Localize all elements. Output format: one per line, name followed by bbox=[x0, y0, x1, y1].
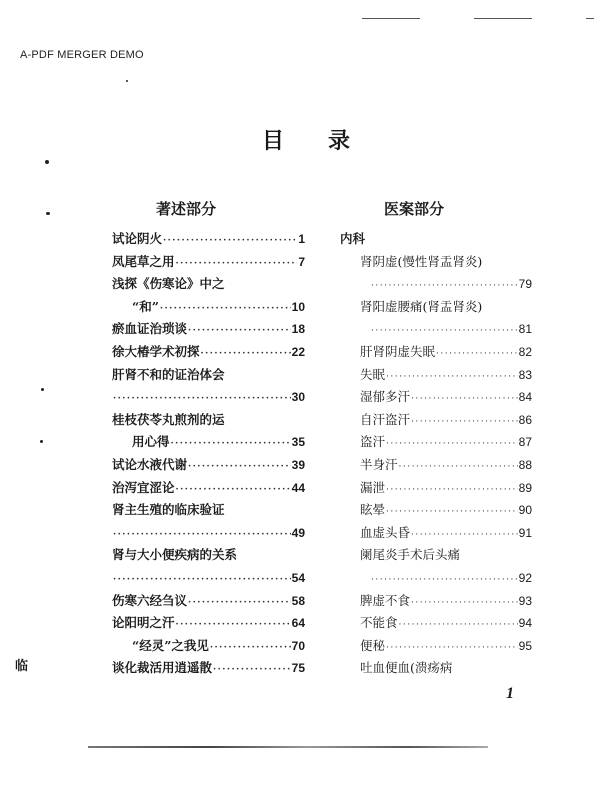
toc-entry bbox=[340, 477, 532, 500]
toc-entry bbox=[340, 544, 532, 567]
toc-leader-dots bbox=[113, 524, 291, 547]
toc-entry-page: 44 bbox=[291, 480, 305, 495]
toc-entry bbox=[112, 364, 305, 387]
toc-leader-dots bbox=[411, 388, 518, 411]
toc-entry bbox=[112, 522, 305, 545]
toc-entry-title: 湿郁多汗 bbox=[360, 389, 411, 405]
toc-entry-title: 肝肾不和的证治体会 bbox=[112, 366, 225, 382]
toc-leader-dots bbox=[371, 569, 518, 592]
top-rule-3 bbox=[586, 18, 594, 19]
toc-entry-title: 不能食 bbox=[360, 615, 398, 631]
toc-leader-dots bbox=[188, 320, 291, 343]
toc-entry-title: 谈化裁活用逍遥散 bbox=[112, 660, 213, 676]
toc-entry bbox=[340, 273, 532, 296]
toc-entry bbox=[340, 522, 532, 545]
toc-leader-dots bbox=[399, 614, 518, 637]
toc-entry bbox=[112, 544, 305, 567]
toc-entry-title: 试论阴火 bbox=[112, 231, 163, 246]
toc-entry-page: 64 bbox=[291, 616, 305, 631]
toc-entry bbox=[112, 318, 305, 341]
toc-entry-page: 7 bbox=[298, 254, 305, 269]
toc-entry bbox=[112, 590, 305, 613]
toc-entry-title: 凤尾草之用 bbox=[112, 253, 175, 269]
toc-entry-page: 92 bbox=[518, 570, 532, 585]
toc-entry bbox=[112, 499, 305, 522]
toc-entry-title: 用心得 bbox=[132, 434, 170, 450]
scan-speck bbox=[126, 80, 128, 82]
toc-leader-dots bbox=[411, 524, 518, 547]
toc-entry-title: 伤寒六经刍议 bbox=[112, 592, 188, 608]
toc-entry-title: 瘀血证治琐谈 bbox=[112, 321, 188, 337]
toc-entry bbox=[112, 251, 305, 274]
toc-leader-dots bbox=[188, 592, 291, 615]
toc-entry-title: “和” bbox=[132, 298, 159, 314]
toc-leader-dots bbox=[176, 614, 291, 637]
toc-entry bbox=[340, 499, 532, 522]
toc-entry-title: 徐大椿学术初探 bbox=[112, 343, 200, 359]
toc-entry-title: 治泻宜涩论 bbox=[112, 479, 175, 495]
toc-leader-dots bbox=[160, 298, 291, 321]
toc-entry bbox=[340, 341, 532, 364]
left-toc-list bbox=[112, 228, 305, 680]
toc-entry bbox=[340, 590, 532, 613]
toc-entry-title: 肾主生殖的临床验证 bbox=[112, 502, 225, 518]
right-column-heading: 医案部分 bbox=[384, 200, 445, 218]
toc-entry bbox=[340, 409, 532, 432]
toc-entry-page: 22 bbox=[291, 344, 305, 359]
toc-entry-title: 便秘 bbox=[360, 637, 386, 653]
toc-entry bbox=[340, 657, 532, 680]
toc-entry-page: 90 bbox=[518, 503, 532, 518]
toc-leader-dots bbox=[386, 366, 518, 389]
toc-entry-page: 89 bbox=[518, 480, 532, 495]
toc-entry-title: 肾阳虚腰痛(肾盂肾炎) bbox=[360, 298, 483, 314]
toc-entry-title: 浅探《伤寒论》中之 bbox=[112, 276, 225, 292]
toc-entry-page: 86 bbox=[518, 412, 532, 427]
toc-entry-page: 39 bbox=[291, 457, 305, 472]
toc-entry-title: 半身汗 bbox=[360, 456, 398, 472]
toc-leader-dots bbox=[113, 569, 291, 592]
toc-entry bbox=[112, 657, 305, 680]
toc-leader-dots bbox=[176, 253, 298, 276]
toc-entry-page: 84 bbox=[518, 390, 532, 405]
toc-entry-page: 82 bbox=[518, 344, 532, 359]
toc-entry-page: 18 bbox=[291, 322, 305, 337]
toc-leader-dots bbox=[171, 433, 291, 456]
toc-entry-page: 88 bbox=[518, 457, 532, 472]
toc-leader-dots bbox=[386, 479, 518, 502]
toc-entry bbox=[112, 409, 305, 432]
toc-entry bbox=[112, 296, 305, 319]
toc-entry bbox=[112, 454, 305, 477]
toc-entry-title: 盗汗 bbox=[360, 434, 386, 450]
toc-entry-page: 93 bbox=[518, 593, 532, 608]
toc-entry bbox=[112, 386, 305, 409]
toc-entry bbox=[340, 296, 532, 319]
toc-entry bbox=[340, 386, 532, 409]
toc-entry-page: 87 bbox=[518, 435, 532, 450]
toc-entry-page: 54 bbox=[291, 570, 305, 585]
toc-leader-dots bbox=[399, 456, 518, 479]
toc-entry-title: 桂枝茯苓丸煎剂的运 bbox=[112, 411, 225, 427]
toc-leader-dots bbox=[201, 343, 291, 366]
toc-entry bbox=[112, 567, 305, 590]
scan-speck bbox=[40, 440, 43, 443]
top-rule-1 bbox=[362, 18, 420, 19]
toc-leader-dots bbox=[386, 433, 518, 456]
toc-leader-dots bbox=[411, 592, 518, 615]
toc-entry-title: 试论水液代谢 bbox=[112, 456, 188, 472]
toc-entry-page: 81 bbox=[518, 322, 532, 337]
toc-entry-title: 吐血便血(溃疡病 bbox=[360, 660, 453, 676]
toc-entry bbox=[340, 364, 532, 387]
toc-entry-page: 91 bbox=[518, 525, 532, 540]
toc-entry-title: 脾虚不食 bbox=[360, 592, 411, 608]
toc-leader-dots bbox=[210, 637, 291, 660]
toc-leader-dots bbox=[386, 501, 518, 524]
margin-mark: 临 bbox=[15, 659, 29, 674]
toc-entry bbox=[340, 567, 532, 590]
toc-entry bbox=[340, 612, 532, 635]
toc-entry bbox=[112, 341, 305, 364]
toc-entry-page: 79 bbox=[518, 277, 532, 292]
toc-entry-title: 眩晕 bbox=[360, 502, 386, 518]
section-heading-internal: 内科 bbox=[340, 231, 366, 246]
toc-entry-title: 血虚头昏 bbox=[360, 524, 411, 540]
toc-leader-dots bbox=[176, 479, 291, 502]
toc-entry-page: 94 bbox=[518, 616, 532, 631]
toc-entry-page: 58 bbox=[291, 593, 305, 608]
toc-leader-dots bbox=[213, 659, 291, 682]
scan-speck bbox=[46, 212, 50, 215]
toc-entry-title: “经灵”之我见 bbox=[132, 637, 209, 653]
scan-speck bbox=[45, 160, 49, 164]
toc-entry-title: 漏泄 bbox=[360, 479, 386, 495]
toc-leader-dots bbox=[411, 411, 518, 434]
toc-entry bbox=[112, 273, 305, 296]
toc-entry-title: 肝肾阴虚失眠 bbox=[360, 343, 436, 359]
toc-entry bbox=[112, 431, 305, 454]
toc-entry-page: 1 bbox=[298, 232, 305, 246]
toc-entry bbox=[112, 612, 305, 635]
toc-entry-page: 83 bbox=[518, 367, 532, 382]
toc-entry-page: 70 bbox=[291, 638, 305, 653]
toc-leader-dots bbox=[188, 456, 291, 479]
toc-entry-page: 30 bbox=[291, 390, 305, 405]
toc-leader-dots bbox=[371, 275, 518, 298]
watermark-text: A-PDF MERGER DEMO bbox=[20, 49, 144, 61]
right-toc-list bbox=[340, 251, 532, 680]
toc-leader-dots bbox=[113, 388, 291, 411]
toc-entry bbox=[340, 635, 532, 658]
toc-entry-title: 阑尾炎手术后头痛 bbox=[360, 547, 461, 563]
toc-entry bbox=[112, 477, 305, 500]
top-rule-2 bbox=[474, 18, 532, 19]
toc-entry-page: 75 bbox=[291, 661, 305, 676]
page-title: 目录 bbox=[261, 128, 394, 154]
toc-entry-title: 肾与大小便疾病的关系 bbox=[112, 547, 238, 563]
scan-speck bbox=[41, 388, 44, 391]
toc-entry-title: 自汗盗汗 bbox=[360, 411, 411, 427]
toc-entry bbox=[340, 431, 532, 454]
toc-leader-dots bbox=[371, 320, 518, 343]
toc-entry bbox=[340, 454, 532, 477]
toc-entry bbox=[340, 251, 532, 274]
toc-leader-dots bbox=[386, 637, 518, 660]
toc-entry bbox=[340, 318, 532, 341]
toc-entry-title: 论阳明之汗 bbox=[112, 615, 175, 631]
page-number: 1 bbox=[506, 685, 514, 702]
toc-entry-title: 肾阴虚(慢性肾盂肾炎) bbox=[360, 253, 483, 269]
toc-entry-page: 10 bbox=[291, 299, 305, 314]
toc-leader-dots bbox=[163, 230, 297, 253]
toc-entry bbox=[112, 228, 305, 251]
toc-entry bbox=[112, 635, 305, 658]
left-column-heading: 著述部分 bbox=[156, 200, 217, 218]
toc-leader-dots bbox=[436, 343, 518, 366]
bottom-scan-line bbox=[88, 746, 488, 748]
toc-entry-title: 失眠 bbox=[360, 366, 386, 382]
toc-entry-page: 49 bbox=[291, 525, 305, 540]
toc-entry-page: 95 bbox=[518, 638, 532, 653]
toc-entry-page: 35 bbox=[291, 435, 305, 450]
